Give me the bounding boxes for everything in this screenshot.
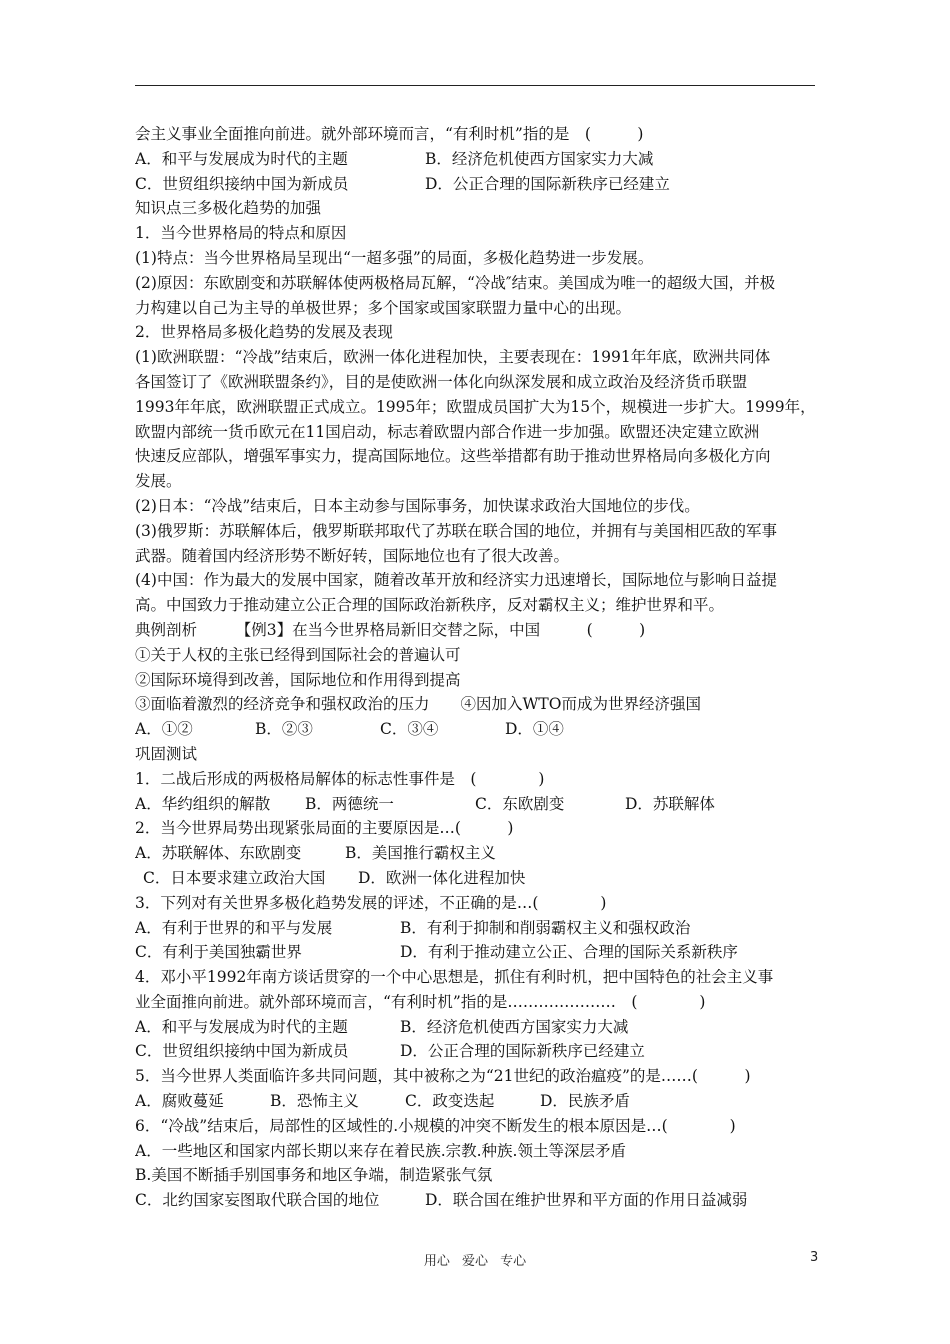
text-line: 业全面推向前进。就外部环境而言，“有利时机”指的是………………… ( ) <box>135 992 706 1011</box>
page-number: 3 <box>810 1250 819 1265</box>
option: C．东欧剧变 <box>475 794 565 813</box>
text-line: 典例剖析 【例3】在当今世界格局新旧交替之际，中国 ( ) <box>135 620 646 639</box>
text-line: 各国签订了《欧洲联盟条约》，目的是使欧洲一体化向纵深发展和成立政治及经济货币联盟 <box>135 372 748 391</box>
option: C．世贸组织接纳中国为新成员 <box>135 174 349 193</box>
option: A．苏联解体、东欧剧变 <box>135 844 302 863</box>
option: D．有利于推动建立公正、合理的国际关系新秩序 <box>400 943 738 962</box>
option: D．公正合理的国际新秩序已经建立 <box>400 1042 645 1061</box>
text-line: 知识点三多极化趋势的加强 <box>135 199 322 218</box>
text-line: (1)欧洲联盟：“冷战”结束后，欧洲一体化进程加快，主要表现在：1991年年底，欧洲共同体 <box>135 348 771 367</box>
text-line: ①关于人权的主张已经得到国际社会的普遍认可 <box>135 645 461 664</box>
option: D．民族矛盾 <box>540 1092 630 1111</box>
option: C．有利于美国独霸世界 <box>135 943 302 962</box>
option: A．①② <box>135 720 193 739</box>
text-line: (1)特点：当今世界格局呈现出“一超多强”的局面，多极化趋势进一步发展。 <box>135 248 654 267</box>
text-line: B.美国不断插手别国事务和地区争端，制造紧张气氛 <box>135 1166 493 1185</box>
text-line: ③面临着激烈的经济竞争和强权政治的压力 ④因加入WTO而成为世界经济强国 <box>135 695 701 714</box>
text-line: (3)俄罗斯：苏联解体后，俄罗斯联邦取代了苏联在联合国的地位，并拥有与美国相匹敌的军事 <box>135 521 777 540</box>
text-line: A．一些地区和国家内部长期以来存在着民族.宗教.种族.领土等深层矛盾 <box>135 1141 626 1160</box>
option: B．恐怖主义 <box>270 1092 359 1111</box>
option: B．美国推行霸权主义 <box>345 844 496 863</box>
text-line: ②国际环境得到改善，国际地位和作用得到提高 <box>135 670 461 689</box>
text-line: 武器。随着国内经济形势不断好转，国际地位也有了很大改善。 <box>135 546 570 565</box>
option: D．①④ <box>505 720 564 739</box>
options-row <box>135 841 835 866</box>
option: A．有利于世界的和平与发展 <box>135 918 333 937</box>
option: C．世贸组织接纳中国为新成员 <box>135 1042 349 1061</box>
option: B．经济危机使西方国家实力大减 <box>425 149 654 168</box>
text-line: 5．当今世界人类面临许多共同问题，其中被称之为“21世纪的政治瘟疫”的是……( ) <box>135 1067 751 1086</box>
option: D．欧洲一体化进程加快 <box>358 868 526 887</box>
text-line: 欧盟内部统一货币欧元在11国启动，标志着欧盟内部合作进一步加强。欧盟还决定建立欧洲 <box>135 422 760 441</box>
options-row <box>135 866 835 891</box>
text-line: 1．当今世界格局的特点和原因 <box>135 224 347 243</box>
text-line: 4．邓小平1992年南方谈话贯穿的一个中心思想是，抓住有利时机，把中国特色的社会主义事 <box>135 968 774 987</box>
footer <box>0 1250 950 1269</box>
text-line: 会主义事业全面推向前进。就外部环境而言，“有利时机”指的是 ( ) <box>135 125 644 143</box>
option: A．华约组织的解散 <box>135 794 271 813</box>
text-line: 发展。 <box>135 472 182 491</box>
options-row <box>135 916 835 941</box>
option: A．和平与发展成为时代的主题 <box>135 149 348 168</box>
options-row <box>135 717 835 742</box>
option: C．政变迭起 <box>405 1092 495 1111</box>
text-line: (2)原因：东欧剧变和苏联解体使两极格局瓦解，“冷战″结束。美国成为唯一的超级大国，并极 <box>135 273 776 292</box>
header-rule <box>135 85 815 86</box>
footer-item: 用心 <box>423 1254 450 1269</box>
option: D．公正合理的国际新秩序已经建立 <box>425 174 670 193</box>
option: C．日本要求建立政治大国 <box>143 868 326 887</box>
text-line: 1993年年底，欧洲联盟正式成立。1995年；欧盟成员国扩大为15个，规模进一步扩大。1999年， <box>135 397 816 416</box>
option: B．有利于抑制和削弱霸权主义和强权政治 <box>400 918 691 937</box>
option: B．两德统一 <box>305 794 394 813</box>
text-line: 高。中国致力于推动建立公正合理的国际政治新秩序，反对霸权主义；维护世界和平。 <box>135 596 725 615</box>
text-line: 力构建以自己为主导的单极世界；多个国家或国家联盟力量中心的出现。 <box>135 298 632 317</box>
text-line: 2．世界格局多极化趋势的发展及表现 <box>135 323 393 342</box>
footer-item: 专心 <box>500 1254 527 1269</box>
options-row <box>135 147 835 172</box>
text-line: 3．下列对有关世界多极化趋势发展的评述，不正确的是…( ) <box>135 893 607 912</box>
option: B．经济危机使西方国家实力大减 <box>400 1017 629 1036</box>
option: A．腐败蔓延 <box>135 1092 224 1111</box>
option: D．联合国在维护世界和平方面的作用日益减弱 <box>425 1191 748 1210</box>
options-row <box>135 1089 835 1114</box>
page-content <box>135 122 835 1213</box>
option: C．③④ <box>380 720 439 739</box>
option: D．苏联解体 <box>625 794 715 813</box>
option: A．和平与发展成为时代的主题 <box>135 1017 348 1036</box>
options-row <box>135 792 835 817</box>
option: B．②③ <box>255 720 313 739</box>
options-row <box>135 1039 835 1064</box>
text-line: 6．“冷战”结束后，局部性的区域性的.小规模的冲突不断发生的根本原因是…( ) <box>135 1116 736 1135</box>
footer-item: 爱心 <box>461 1254 488 1269</box>
text-line: 巩固测试 <box>135 744 198 763</box>
text-line: (2)日本：“冷战”结束后，日本主动参与国际事务，加快谋求政治大国地位的步伐。 <box>135 496 700 515</box>
options-row <box>135 1015 835 1040</box>
text-line: 1．二战后形成的两极格局解体的标志性事件是 ( ) <box>135 769 545 788</box>
options-row <box>135 940 835 965</box>
text-line: 2．当今世界局势出现紧张局面的主要原因是…( ) <box>135 819 514 838</box>
text-line: 快速反应部队，增强军事实力，提高国际地位。这些举措都有助于推动世界格局向多极化方向 <box>135 447 771 466</box>
option: C．北约国家妄图取代联合国的地位 <box>135 1191 380 1210</box>
text-line: (4)中国：作为最大的发展中国家，随着改革开放和经济实力迅速增长，国际地位与影响日益提 <box>135 571 777 590</box>
options-row <box>135 172 835 197</box>
options-row <box>135 1188 835 1213</box>
